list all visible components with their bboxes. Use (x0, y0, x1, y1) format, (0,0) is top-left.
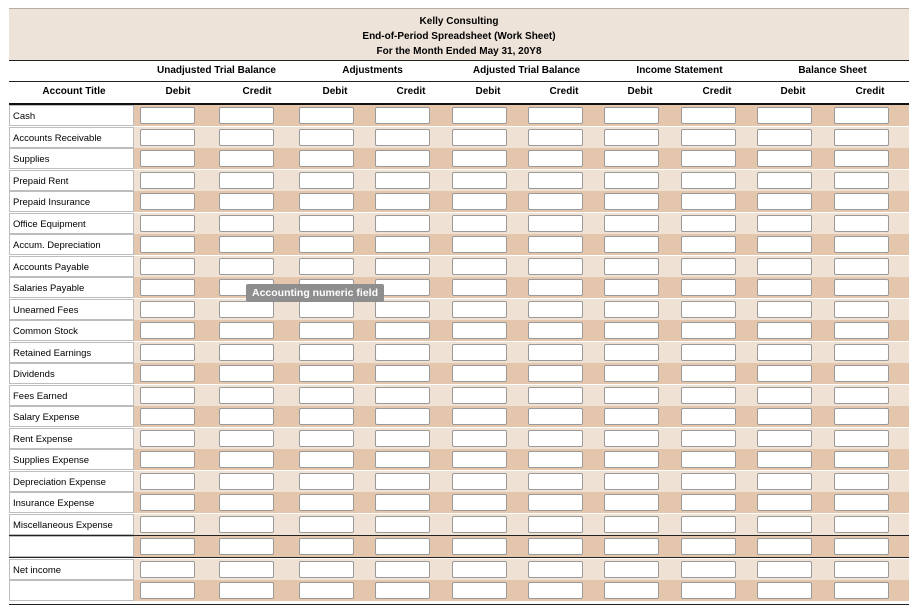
atb-credit-input[interactable] (528, 193, 583, 210)
adj-debit-input[interactable] (299, 322, 354, 339)
group-balance-sheet: Balance Sheet (798, 65, 867, 76)
atb-debit-input[interactable] (452, 322, 507, 339)
atb-debit-input[interactable] (452, 236, 507, 253)
atb-credit-input[interactable] (528, 344, 583, 361)
is-debit-input[interactable] (604, 408, 659, 425)
account-row (9, 127, 909, 148)
is-credit-input[interactable] (681, 408, 736, 425)
utb-credit-header: Credit (242, 86, 272, 97)
atb-credit-input[interactable] (528, 365, 583, 382)
utb-debit-input[interactable] (140, 430, 195, 447)
account-title: Retained Earnings (9, 342, 134, 363)
atb-credit-input[interactable] (528, 430, 583, 447)
is-credit-input[interactable] (681, 344, 736, 361)
account-title: Prepaid Rent (9, 170, 134, 191)
adj-debit-input[interactable] (299, 538, 354, 555)
atb-credit-input[interactable] (528, 516, 583, 533)
account-title: Miscellaneous Expense (9, 514, 134, 535)
atb-credit-input[interactable] (528, 582, 583, 599)
utb-debit-input[interactable] (140, 516, 195, 533)
is-credit-input[interactable] (681, 279, 736, 296)
adj-debit-input[interactable] (299, 107, 354, 124)
adj-debit-input[interactable] (299, 129, 354, 146)
bs-debit-input[interactable] (757, 582, 812, 599)
utb-debit-input[interactable] (140, 172, 195, 189)
bs-debit-input[interactable] (757, 322, 812, 339)
bs-debit-input[interactable] (757, 387, 812, 404)
atb-debit-input[interactable] (452, 172, 507, 189)
atb-debit-input[interactable] (452, 193, 507, 210)
utb-debit-input[interactable] (140, 582, 195, 599)
adj-debit-header: Debit (322, 86, 348, 97)
bs-debit-input[interactable] (757, 561, 812, 578)
is-credit-input[interactable] (681, 451, 736, 468)
utb-debit-input[interactable] (140, 193, 195, 210)
utb-debit-input[interactable] (140, 561, 195, 578)
utb-credit-input[interactable] (219, 582, 274, 599)
is-debit-input[interactable] (604, 215, 659, 232)
account-title: Net income (9, 559, 134, 580)
bs-credit-input[interactable] (834, 193, 889, 210)
is-credit-input[interactable] (681, 582, 736, 599)
group-unadjusted-trial-balance: Unadjusted Trial Balance (157, 65, 276, 76)
adj-credit-header: Credit (396, 86, 426, 97)
atb-credit-input[interactable] (528, 322, 583, 339)
atb-credit-input[interactable] (528, 258, 583, 275)
bs-debit-input[interactable] (757, 451, 812, 468)
is-credit-input[interactable] (681, 322, 736, 339)
is-debit-input[interactable] (604, 150, 659, 167)
is-credit-input[interactable] (681, 301, 736, 318)
is-credit-input[interactable] (681, 516, 736, 533)
is-credit-input[interactable] (681, 107, 736, 124)
atb-credit-input[interactable] (528, 150, 583, 167)
account-title: Accum. Depreciation (9, 234, 134, 255)
adj-debit-input[interactable] (299, 344, 354, 361)
atb-debit-input[interactable] (452, 494, 507, 511)
utb-credit-input[interactable] (219, 451, 274, 468)
bs-debit-input[interactable] (757, 279, 812, 296)
utb-credit-input[interactable] (219, 193, 274, 210)
utb-debit-input[interactable] (140, 408, 195, 425)
bs-credit-input[interactable] (834, 561, 889, 578)
account-title: Supplies Expense (9, 449, 134, 470)
atb-debit-input[interactable] (452, 538, 507, 555)
adj-credit-input[interactable] (375, 172, 430, 189)
adj-debit-input[interactable] (299, 387, 354, 404)
atb-debit-input[interactable] (452, 258, 507, 275)
adj-credit-input[interactable] (375, 215, 430, 232)
is-credit-input[interactable] (681, 236, 736, 253)
bs-credit-input[interactable] (834, 516, 889, 533)
adj-debit-input[interactable] (299, 215, 354, 232)
utb-credit-input[interactable] (219, 322, 274, 339)
bs-credit-input[interactable] (834, 344, 889, 361)
account-row (9, 277, 909, 298)
is-debit-input[interactable] (604, 430, 659, 447)
final-totals-row (9, 580, 909, 601)
account-row (9, 148, 909, 169)
adj-debit-input[interactable] (299, 258, 354, 275)
adj-credit-input[interactable] (375, 301, 430, 318)
account-title: Unearned Fees (9, 299, 134, 320)
atb-debit-input[interactable] (452, 408, 507, 425)
group-adjustments: Adjustments (342, 65, 403, 76)
bs-credit-input[interactable] (834, 301, 889, 318)
bs-credit-input[interactable] (834, 322, 889, 339)
bs-credit-input[interactable] (834, 582, 889, 599)
utb-debit-input[interactable] (140, 451, 195, 468)
account-title: Common Stock (9, 320, 134, 341)
atb-credit-input[interactable] (528, 387, 583, 404)
is-credit-input[interactable] (681, 430, 736, 447)
bs-credit-input[interactable] (834, 236, 889, 253)
account-title: Salaries Payable (9, 277, 134, 298)
account-row (9, 514, 909, 535)
is-debit-input[interactable] (604, 236, 659, 253)
adj-debit-input[interactable] (299, 150, 354, 167)
utb-debit-input[interactable] (140, 107, 195, 124)
adj-credit-input[interactable] (375, 582, 430, 599)
is-debit-input[interactable] (604, 279, 659, 296)
utb-credit-input[interactable] (219, 344, 274, 361)
bs-credit-input[interactable] (834, 430, 889, 447)
adj-debit-input[interactable] (299, 582, 354, 599)
utb-credit-input[interactable] (219, 494, 274, 511)
bs-debit-input[interactable] (757, 494, 812, 511)
atb-debit-header: Debit (475, 86, 501, 97)
atb-credit-input[interactable] (528, 473, 583, 490)
is-credit-input[interactable] (681, 473, 736, 490)
atb-debit-input[interactable] (452, 279, 507, 296)
utb-credit-input[interactable] (219, 172, 274, 189)
utb-debit-input[interactable] (140, 258, 195, 275)
account-title: Dividends (9, 363, 134, 384)
bs-debit-input[interactable] (757, 129, 812, 146)
adj-debit-input[interactable] (299, 430, 354, 447)
atb-debit-input[interactable] (452, 344, 507, 361)
adj-credit-input[interactable] (375, 344, 430, 361)
account-row (9, 320, 909, 341)
account-row (9, 342, 909, 363)
bs-debit-input[interactable] (757, 538, 812, 555)
atb-debit-input[interactable] (452, 561, 507, 578)
is-credit-input[interactable] (681, 150, 736, 167)
bs-debit-input[interactable] (757, 150, 812, 167)
adj-credit-input[interactable] (375, 451, 430, 468)
bs-credit-input[interactable] (834, 150, 889, 167)
group-adjusted-trial-balance: Adjusted Trial Balance (472, 65, 581, 76)
atb-debit-input[interactable] (452, 301, 507, 318)
is-debit-input[interactable] (604, 344, 659, 361)
bs-debit-input[interactable] (757, 344, 812, 361)
bs-debit-input[interactable] (757, 258, 812, 275)
adj-credit-input[interactable] (375, 473, 430, 490)
adj-debit-input[interactable] (299, 365, 354, 382)
group-income-statement: Income Statement (636, 65, 723, 76)
bs-credit-input[interactable] (834, 279, 889, 296)
utb-debit-input[interactable] (140, 387, 195, 404)
utb-debit-header: Debit (165, 86, 191, 97)
is-debit-input[interactable] (604, 322, 659, 339)
atb-credit-input[interactable] (528, 494, 583, 511)
account-row (9, 213, 909, 234)
adj-debit-input[interactable] (299, 494, 354, 511)
bs-debit-input[interactable] (757, 430, 812, 447)
adj-credit-input[interactable] (375, 129, 430, 146)
adj-debit-input[interactable] (299, 451, 354, 468)
account-title: Fees Earned (9, 385, 134, 406)
utb-credit-input[interactable] (219, 365, 274, 382)
bs-credit-input[interactable] (834, 451, 889, 468)
adj-debit-input[interactable] (299, 473, 354, 490)
atb-debit-input[interactable] (452, 365, 507, 382)
utb-credit-input[interactable] (219, 150, 274, 167)
atb-debit-input[interactable] (452, 107, 507, 124)
is-credit-input[interactable] (681, 193, 736, 210)
bs-debit-input[interactable] (757, 193, 812, 210)
bs-debit-input[interactable] (757, 473, 812, 490)
is-debit-input[interactable] (604, 365, 659, 382)
atb-debit-input[interactable] (452, 129, 507, 146)
bs-debit-header: Debit (780, 86, 806, 97)
account-title: Depreciation Expense (9, 471, 134, 492)
worksheet-header (9, 8, 909, 61)
adj-debit-input[interactable] (299, 236, 354, 253)
account-title-header: Account Title (42, 86, 106, 97)
is-debit-input[interactable] (604, 129, 659, 146)
utb-debit-input[interactable] (140, 129, 195, 146)
totals-row (9, 536, 909, 557)
atb-debit-input[interactable] (452, 451, 507, 468)
account-row (9, 363, 909, 384)
atb-debit-input[interactable] (452, 516, 507, 533)
adj-debit-input[interactable] (299, 561, 354, 578)
utb-debit-input[interactable] (140, 215, 195, 232)
atb-credit-input[interactable] (528, 451, 583, 468)
atb-credit-input[interactable] (528, 236, 583, 253)
tooltip: Accounting numeric field (246, 284, 384, 302)
account-row (9, 191, 909, 212)
adj-credit-input[interactable] (375, 365, 430, 382)
company-name: Kelly Consulting (419, 16, 499, 27)
account-title (9, 536, 134, 557)
adj-credit-input[interactable] (375, 236, 430, 253)
utb-credit-input[interactable] (219, 387, 274, 404)
account-title: Accounts Receivable (9, 127, 134, 148)
bs-debit-input[interactable] (757, 172, 812, 189)
bs-credit-input[interactable] (834, 107, 889, 124)
account-row (9, 492, 909, 513)
atb-credit-input[interactable] (528, 215, 583, 232)
is-credit-input[interactable] (681, 258, 736, 275)
utb-debit-input[interactable] (140, 150, 195, 167)
account-row (9, 256, 909, 277)
adj-credit-input[interactable] (375, 494, 430, 511)
bs-debit-input[interactable] (757, 107, 812, 124)
is-credit-input[interactable] (681, 561, 736, 578)
bs-credit-input[interactable] (834, 408, 889, 425)
is-credit-header: Credit (702, 86, 732, 97)
account-row (9, 299, 909, 320)
bs-credit-input[interactable] (834, 473, 889, 490)
atb-credit-header: Credit (549, 86, 579, 97)
adj-credit-input[interactable] (375, 430, 430, 447)
bs-debit-input[interactable] (757, 301, 812, 318)
adj-credit-input[interactable] (375, 408, 430, 425)
utb-debit-input[interactable] (140, 236, 195, 253)
is-debit-input[interactable] (604, 193, 659, 210)
bs-credit-input[interactable] (834, 215, 889, 232)
atb-debit-input[interactable] (452, 430, 507, 447)
bs-credit-input[interactable] (834, 494, 889, 511)
bs-credit-header: Credit (855, 86, 885, 97)
is-debit-input[interactable] (604, 516, 659, 533)
bs-debit-input[interactable] (757, 516, 812, 533)
atb-debit-input[interactable] (452, 387, 507, 404)
bs-credit-input[interactable] (834, 172, 889, 189)
account-row (9, 406, 909, 427)
account-title (9, 580, 134, 601)
atb-credit-input[interactable] (528, 107, 583, 124)
is-credit-input[interactable] (681, 215, 736, 232)
bs-debit-input[interactable] (757, 236, 812, 253)
atb-debit-input[interactable] (452, 582, 507, 599)
bs-debit-input[interactable] (757, 215, 812, 232)
utb-credit-input[interactable] (219, 236, 274, 253)
adj-debit-input[interactable] (299, 408, 354, 425)
utb-debit-input[interactable] (140, 473, 195, 490)
utb-credit-input[interactable] (219, 473, 274, 490)
is-debit-input[interactable] (604, 258, 659, 275)
atb-credit-input[interactable] (528, 561, 583, 578)
is-debit-input[interactable] (604, 494, 659, 511)
worksheet-title: End-of-Period Spreadsheet (Work Sheet) (362, 31, 556, 42)
account-row (9, 385, 909, 406)
atb-credit-input[interactable] (528, 279, 583, 296)
adj-credit-input[interactable] (375, 107, 430, 124)
adj-credit-input[interactable] (375, 258, 430, 275)
is-debit-input[interactable] (604, 172, 659, 189)
worksheet-period: For the Month Ended May 31, 20Y8 (376, 46, 542, 57)
utb-debit-input[interactable] (140, 344, 195, 361)
atb-credit-input[interactable] (528, 129, 583, 146)
is-credit-input[interactable] (681, 494, 736, 511)
is-debit-input[interactable] (604, 538, 659, 555)
utb-debit-input[interactable] (140, 322, 195, 339)
is-credit-input[interactable] (681, 387, 736, 404)
is-debit-header: Debit (627, 86, 653, 97)
account-title: Supplies (9, 148, 134, 169)
adj-credit-input[interactable] (375, 387, 430, 404)
adj-debit-input[interactable] (299, 301, 354, 318)
adj-credit-input[interactable] (375, 538, 430, 555)
adj-debit-input[interactable] (299, 516, 354, 533)
bs-debit-input[interactable] (757, 408, 812, 425)
bs-credit-input[interactable] (834, 258, 889, 275)
bs-credit-input[interactable] (834, 129, 889, 146)
account-row (9, 428, 909, 449)
atb-debit-input[interactable] (452, 215, 507, 232)
atb-credit-input[interactable] (528, 301, 583, 318)
utb-credit-input[interactable] (219, 107, 274, 124)
utb-debit-input[interactable] (140, 538, 195, 555)
account-title: Cash (9, 105, 134, 126)
utb-debit-input[interactable] (140, 365, 195, 382)
account-title: Rent Expense (9, 428, 134, 449)
bs-credit-input[interactable] (834, 387, 889, 404)
is-debit-input[interactable] (604, 582, 659, 599)
worksheet (9, 8, 909, 605)
utb-credit-input[interactable] (219, 258, 274, 275)
is-debit-input[interactable] (604, 107, 659, 124)
bs-credit-input[interactable] (834, 365, 889, 382)
account-title: Office Equipment (9, 213, 134, 234)
utb-debit-input[interactable] (140, 301, 195, 318)
bs-debit-input[interactable] (757, 365, 812, 382)
utb-credit-input[interactable] (219, 561, 274, 578)
account-title: Prepaid Insurance (9, 191, 134, 212)
bs-credit-input[interactable] (834, 538, 889, 555)
adj-credit-input[interactable] (375, 516, 430, 533)
account-row (9, 449, 909, 470)
adj-credit-input[interactable] (375, 193, 430, 210)
is-credit-input[interactable] (681, 172, 736, 189)
adj-credit-input[interactable] (375, 150, 430, 167)
atb-debit-input[interactable] (452, 150, 507, 167)
adj-credit-input[interactable] (375, 322, 430, 339)
is-credit-input[interactable] (681, 538, 736, 555)
atb-credit-input[interactable] (528, 172, 583, 189)
atb-debit-input[interactable] (452, 473, 507, 490)
is-debit-input[interactable] (604, 473, 659, 490)
account-row (9, 105, 909, 126)
account-title: Salary Expense (9, 406, 134, 427)
adj-debit-input[interactable] (299, 172, 354, 189)
utb-credit-input[interactable] (219, 408, 274, 425)
is-credit-input[interactable] (681, 365, 736, 382)
account-row (9, 471, 909, 492)
atb-credit-input[interactable] (528, 538, 583, 555)
account-title: Insurance Expense (9, 492, 134, 513)
utb-credit-input[interactable] (219, 129, 274, 146)
net-income-row (9, 559, 909, 580)
utb-credit-input[interactable] (219, 430, 274, 447)
is-debit-input[interactable] (604, 301, 659, 318)
utb-credit-input[interactable] (219, 301, 274, 318)
is-debit-input[interactable] (604, 451, 659, 468)
account-row (9, 170, 909, 191)
account-row (9, 234, 909, 255)
is-credit-input[interactable] (681, 129, 736, 146)
account-title: Accounts Payable (9, 256, 134, 277)
adj-credit-input[interactable] (375, 561, 430, 578)
is-debit-input[interactable] (604, 561, 659, 578)
adj-debit-input[interactable] (299, 193, 354, 210)
utb-credit-input[interactable] (219, 516, 274, 533)
utb-credit-input[interactable] (219, 538, 274, 555)
utb-debit-input[interactable] (140, 494, 195, 511)
is-debit-input[interactable] (604, 387, 659, 404)
utb-debit-input[interactable] (140, 279, 195, 296)
atb-credit-input[interactable] (528, 408, 583, 425)
utb-credit-input[interactable] (219, 215, 274, 232)
